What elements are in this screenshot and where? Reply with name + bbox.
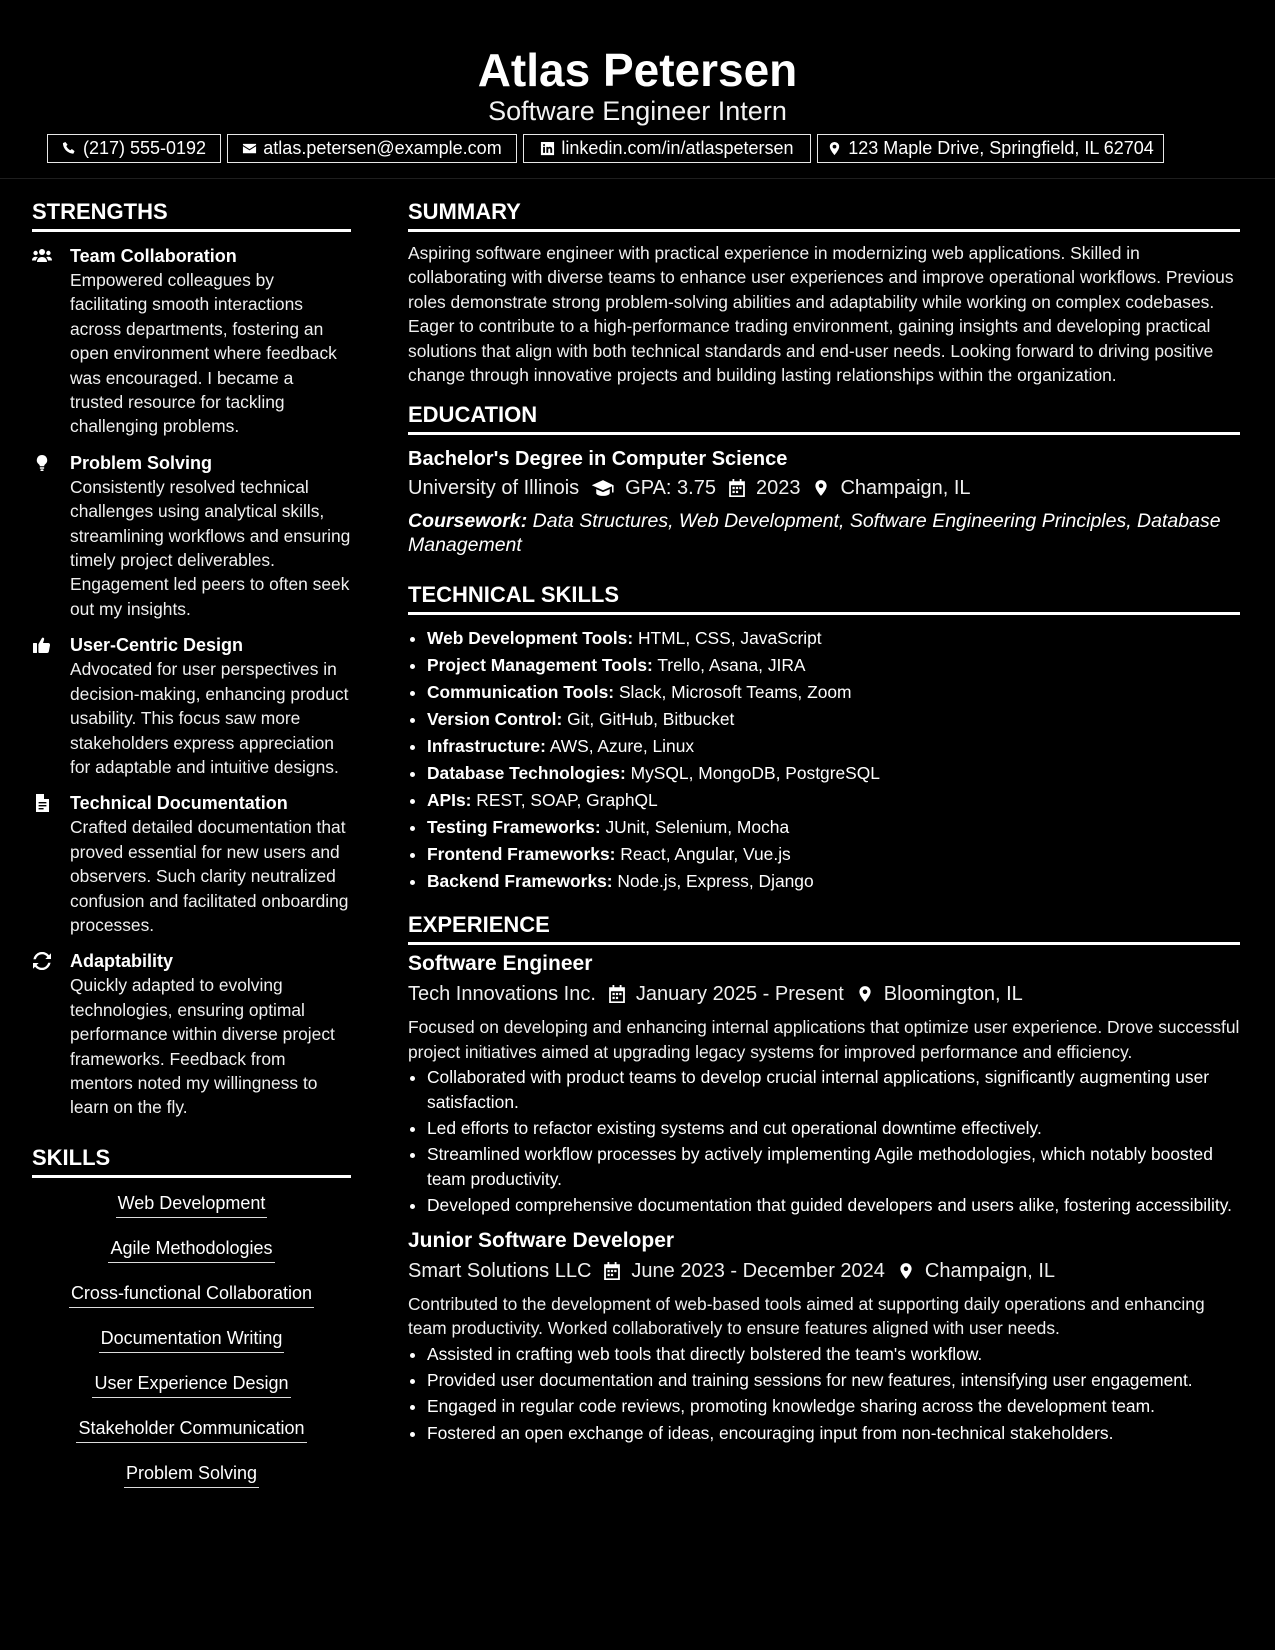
education-heading: EDUCATION xyxy=(408,399,1240,435)
calendar-icon xyxy=(608,985,626,1003)
skill-tag: Cross-functional Collaboration xyxy=(69,1280,314,1308)
experience-heading: EXPERIENCE xyxy=(408,909,1240,945)
strengths-heading: STRENGTHS xyxy=(32,196,351,232)
skill-category: Testing Frameworks: xyxy=(427,817,601,838)
candidate-role: Software Engineer Intern xyxy=(488,96,787,126)
summary-heading: SUMMARY xyxy=(408,196,1240,232)
skill-tag: Agile Methodologies xyxy=(108,1235,274,1263)
list-item xyxy=(427,733,1240,760)
strength-title: Team Collaboration xyxy=(70,246,237,266)
job-description: Contributed to the development of web-based tools aimed at supporting daily operations and enhancing team productivity. Worked collaboratively to ensure features aligned with user needs. xyxy=(408,1293,1205,1339)
skill-category: Frontend Frameworks: xyxy=(427,844,616,865)
skill-category: Backend Frameworks: xyxy=(427,871,613,892)
list-item xyxy=(427,625,1240,652)
skill-values: JUnit, Selenium, Mocha xyxy=(605,817,790,838)
job-entry xyxy=(408,1226,1240,1445)
skill-values: MySQL, MongoDB, PostgreSQL xyxy=(630,763,880,784)
email-text: atlas.petersen@example.com xyxy=(263,138,502,158)
coursework-list: Data Structures, Web Development, Software Engineering Principles, Database Management xyxy=(408,510,1221,557)
job-bullets xyxy=(408,1342,1240,1446)
skill-category: Communication Tools: xyxy=(427,682,615,703)
skill-category: Project Management Tools: xyxy=(427,655,653,676)
job-title: Software Engineer xyxy=(408,952,593,976)
map-pin-icon xyxy=(856,985,874,1003)
header-divider xyxy=(0,178,1275,179)
skill-tag: Documentation Writing xyxy=(99,1325,285,1353)
job-location: Bloomington, IL xyxy=(883,983,1023,1006)
contact-address[interactable] xyxy=(817,134,1164,163)
skill-category: Version Control: xyxy=(427,709,563,730)
graduation-cap-icon xyxy=(591,479,615,497)
skill-category: Web Development Tools: xyxy=(427,628,634,649)
users-icon xyxy=(32,247,56,267)
lightbulb-icon xyxy=(32,454,56,474)
calendar-icon xyxy=(728,479,746,497)
refresh-icon xyxy=(32,952,56,972)
school-location: Champaign, IL xyxy=(840,477,971,500)
right-column xyxy=(408,196,1240,1447)
skill-values: Node.js, Express, Django xyxy=(617,871,814,892)
gpa-text: GPA: 3.75 xyxy=(625,477,716,500)
job-dates: January 2025 - Present xyxy=(635,983,844,1006)
school-name: University of Illinois xyxy=(408,477,580,500)
coursework-label: Coursework: xyxy=(408,510,528,533)
skill-values: Trello, Asana, JIRA xyxy=(657,655,806,676)
list-item: • Collaborated with product teams to develop crucial internal applications, significantly augmenting user satisfaction. xyxy=(427,1065,1240,1114)
skill-tag: User Experience Design xyxy=(92,1370,290,1398)
skills-list xyxy=(32,1190,351,1505)
list-item: • Streamlined workflow processes by actively implementing Agile methodologies, which notably boosted team productivity. xyxy=(427,1142,1240,1191)
list-item xyxy=(427,760,1240,787)
skill-values: HTML, CSS, JavaScript xyxy=(637,628,822,649)
strength-desc: Empowered colleagues by facilitating smooth interactions across departments, fostering an open environment where feedback was encouraged. I became a trusted resource for tackling challenging problems. xyxy=(70,270,337,437)
strength-item xyxy=(32,791,351,937)
skill-values: REST, SOAP, GraphQL xyxy=(476,790,658,811)
list-item: • Led efforts to refactor existing systems and cut operational downtime effectively. xyxy=(427,1116,1240,1140)
phone-text: (217) 555-0192 xyxy=(82,138,207,158)
linkedin-icon xyxy=(540,141,555,156)
job-bullets xyxy=(408,1065,1240,1217)
strength-desc: Quickly adapted to evolving technologies, ensuring optimal performance within diverse project frameworks. Feedback from mentors noted my willingness to learn on the fly. xyxy=(70,975,335,1118)
strength-title: Problem Solving xyxy=(70,452,213,473)
list-item xyxy=(427,841,1240,868)
phone-icon xyxy=(62,141,77,156)
strength-desc: Crafted detailed documentation that proved essential for new users and observers. Such clarity neutralized confusion and facilitated onboarding processes. xyxy=(70,817,349,935)
calendar-icon xyxy=(603,1262,621,1280)
contact-phone[interactable] xyxy=(47,134,221,163)
skill-category: Database Technologies: xyxy=(427,763,626,784)
strength-item xyxy=(32,244,351,439)
document-icon xyxy=(32,794,56,814)
strength-desc: Advocated for user perspectives in decision-making, enhancing product usability. This focus saw more stakeholders express appreciation for adaptable and intuitive designs. xyxy=(70,659,349,777)
address-text: 123 Maple Drive, Springfield, IL 62704 xyxy=(848,138,1154,158)
list-item xyxy=(427,814,1240,841)
left-column xyxy=(32,196,351,1505)
list-item xyxy=(427,679,1240,706)
map-pin-icon xyxy=(897,1262,915,1280)
map-pin-icon xyxy=(812,479,830,497)
envelope-icon xyxy=(242,141,257,156)
linkedin-text: linkedin.com/in/atlaspetersen xyxy=(561,138,794,158)
skill-category: APIs: xyxy=(427,790,472,811)
job-meta xyxy=(408,1256,1240,1286)
list-item: • Engaged in regular code reviews, promoting knowledge sharing across the development team. xyxy=(427,1394,1240,1418)
skills-heading: SKILLS xyxy=(32,1142,351,1178)
job-meta xyxy=(408,979,1240,1009)
job-dates: June 2023 - December 2024 xyxy=(631,1259,885,1282)
list-item: • Provided user documentation and training sessions for new features, intensifying user engagement. xyxy=(427,1368,1240,1392)
contact-email[interactable] xyxy=(227,134,517,163)
job-description: Focused on developing and enhancing internal applications that optimize user experience. Drove successful project initiatives aimed at upgrading legacy systems for improved performance and efficiency. xyxy=(408,1017,1240,1062)
list-item: • Fostered an open exchange of ideas, encouraging input from non-technical stakeholders. xyxy=(427,1421,1240,1445)
thumbs-up-icon xyxy=(32,636,56,656)
skill-tag: Problem Solving xyxy=(124,1460,259,1488)
company-name: Tech Innovations Inc. xyxy=(408,983,596,1006)
job-entry xyxy=(408,949,1240,1217)
graduation-year: 2023 xyxy=(755,477,801,500)
technical-skills-heading: TECHNICAL SKILLS xyxy=(408,579,1240,615)
job-title: Junior Software Developer xyxy=(408,1228,675,1252)
contact-linkedin[interactable] xyxy=(523,134,811,163)
strength-item xyxy=(32,451,351,621)
map-pin-icon xyxy=(827,141,842,156)
strength-item xyxy=(32,633,351,779)
strength-item xyxy=(32,949,351,1119)
list-item xyxy=(427,868,1240,895)
skill-values: Slack, Microsoft Teams, Zoom xyxy=(618,682,852,703)
skill-tag: Web Development xyxy=(116,1190,268,1218)
coursework xyxy=(408,509,1240,557)
resume-header xyxy=(0,0,1275,178)
strength-title: Adaptability xyxy=(70,951,174,972)
job-location: Champaign, IL xyxy=(924,1259,1055,1282)
degree-title: Bachelor's Degree in Computer Science xyxy=(408,448,788,471)
company-name: Smart Solutions LLC xyxy=(408,1259,592,1282)
strength-title: User-Centric Design xyxy=(70,635,244,656)
summary-text: Aspiring software engineer with practical experience in modernizing web applications. Skilled in collaborating with diverse teams to enhance user experiences and improve operational workflows. Previous roles demonstrate strong problem-solving abilities and adaptability while working on complex codebases. Eager to contribute to a high-performance trading environment, gaining insights and developing practical solutions that align with both technical standards and end-user needs. Looking forward to driving positive change through innovative projects and building lasting relationships within the organization. xyxy=(408,243,1234,386)
skill-values: AWS, Azure, Linux xyxy=(549,736,695,757)
strength-title: Technical Documentation xyxy=(70,793,288,814)
list-item: • Developed comprehensive documentation that guided developers and users alike, fostering accessibility. xyxy=(427,1193,1240,1217)
strength-desc: Consistently resolved technical challenges using analytical skills, streamlining workflows and ensuring timely project deliverables. Engagement led peers to often seek out my insights. xyxy=(70,476,351,619)
skill-tag: Stakeholder Communication xyxy=(76,1415,306,1443)
skill-values: React, Angular, Vue.js xyxy=(620,844,791,865)
technical-skills-list xyxy=(408,625,1240,895)
candidate-name: Atlas Petersen xyxy=(477,44,798,96)
contact-bar xyxy=(47,134,1228,165)
skill-values: Git, GitHub, Bitbucket xyxy=(567,709,735,730)
education-meta xyxy=(408,473,1240,503)
list-item xyxy=(427,787,1240,814)
skill-category: Infrastructure: xyxy=(427,736,546,757)
list-item: • Assisted in crafting web tools that directly bolstered the team's workflow. xyxy=(427,1342,1240,1366)
list-item xyxy=(427,706,1240,733)
list-item xyxy=(427,652,1240,679)
